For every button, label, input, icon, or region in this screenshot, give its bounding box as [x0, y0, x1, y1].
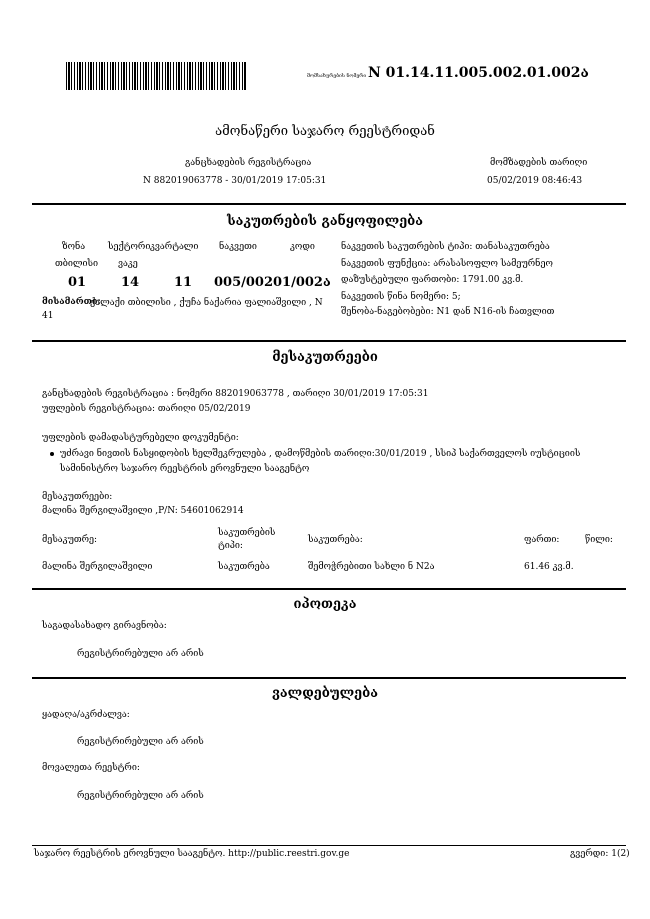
- divider: [32, 340, 626, 342]
- parcel-area: დაზუსტებული ფართობი: 1791.00 კვ.მ.: [341, 275, 524, 285]
- registration-label: განცხადების რეგისტრაცია: [185, 158, 312, 168]
- owner-name-cell: მალინა შერგილაშვილი: [42, 562, 153, 572]
- document-code: N 01.14.11.005.002.01.002ა: [368, 65, 589, 81]
- bullet-icon: [50, 452, 54, 456]
- value-quarter: 11: [174, 275, 193, 290]
- col-zone: ზონა: [62, 242, 86, 252]
- share-col-header: წილი:: [585, 535, 613, 545]
- barcode: [66, 62, 246, 90]
- sub-vake: ვაკე: [118, 259, 138, 269]
- parcel-function: ნაკვეთის ფუნქცია: არასასოფლო სამეურნეო: [341, 259, 553, 269]
- ownership-type-cell: საკუთრება: [218, 562, 270, 572]
- rights-document-text: უძრავი ნივთის ნასყიდობის ხელშეკრულება , დამოწმების თარიღი:30/01/2019 , სსიპ საქართველოს იუსტიციის სამინისტრო საჯარო რეესტრის ეროვნული სააგენტო: [60, 449, 581, 474]
- parcel-buildings: შენობა-ნაგებობები: N1 დან N16-ის ჩათვლით: [341, 307, 555, 317]
- preparation-date: 05/02/2019 08:46:43: [487, 176, 583, 186]
- owner-col-header: მესაკუთრე:: [42, 535, 98, 545]
- parcel-ownership-type: ნაკვეთის საკუთრების ტიპი: თანასაკუთრება: [341, 242, 550, 252]
- footer-agency: საჯარო რეესტრის ეროვნული სააგენტო. http://public.reestri.gov.ge: [34, 849, 350, 859]
- debtors-registry-label: მოვალეთა რეესტრი:: [42, 763, 140, 773]
- tax-pledge-value: რეგისტრირებული არ არის: [77, 649, 204, 659]
- owners-right-registration: უფლების რეგისტრაცია: თარიღი 05/02/2019: [42, 404, 251, 414]
- address-label: მისამართი:: [42, 297, 101, 307]
- area-cell: 61.46 კვ.მ.: [524, 562, 574, 572]
- code-caption: მომსახურების ნომერი: [307, 73, 367, 79]
- debts-title: ვალდებულება: [271, 686, 379, 701]
- parcel-previous-number: ნაკვეთის წინა ნომერი: 5;: [341, 292, 461, 302]
- owners-value: მალინა შერგილაშვილი ,P/N: 54601062914: [42, 506, 244, 516]
- col-quarter: კვარტალი: [150, 242, 199, 252]
- area-col-header: ფართი:: [524, 535, 560, 545]
- tax-pledge-label: საგადასახადო გირავნობა:: [42, 621, 167, 631]
- debtors-registry-value: რეგისტრირებული არ არის: [77, 791, 204, 801]
- col-code: კოდი: [290, 242, 315, 252]
- property-col-header: საკუთრება:: [308, 535, 363, 545]
- value-parcel: 005/002: [214, 275, 274, 290]
- divider: [32, 588, 626, 590]
- agency-title: ამონაწერი საჯარო რეესტრიდან: [215, 124, 435, 139]
- divider: [32, 203, 626, 205]
- sub-tbilisi: თბილისი: [55, 259, 99, 269]
- owners-application-line: განცხადების რეგისტრაცია : ნომერი 882019063778 , თარიღი 30/01/2019 17:05:31: [42, 389, 429, 399]
- property-cell: შემოჭრებითი სახლი ნ N2ა: [308, 562, 435, 572]
- mortgage-title: იპოთეკა: [293, 597, 357, 612]
- owners-label: მესაკუთრეები:: [42, 492, 113, 502]
- seizure-value: რეგისტრირებული არ არის: [77, 737, 204, 747]
- divider: [32, 677, 626, 679]
- value-zone: 01: [68, 275, 87, 290]
- value-code: 01/002ა: [273, 275, 331, 290]
- seizure-label: ყადაღა/აკრძალვა:: [42, 710, 130, 720]
- property-title: საკუთრების განყოფილება: [226, 214, 424, 229]
- footer-page: გვერდი: 1(2): [570, 849, 630, 859]
- owners-title: მესაკუთრეები: [272, 350, 378, 365]
- preparation-label: მომზადების თარიღი: [490, 158, 588, 168]
- col-parcel: ნაკვეთი: [219, 242, 257, 252]
- registration-number: N 882019063778 - 30/01/2019 17:05:31: [143, 176, 327, 186]
- ownership-type-col-header: საკუთრების ტიპი:: [218, 528, 276, 551]
- col-sector: სექტორი: [108, 242, 151, 252]
- footer-divider: [32, 845, 626, 846]
- rights-document-label: უფლების დამადასტურებელი დოკუმენტი:: [42, 433, 239, 443]
- address-value: ქალაქი თბილისი , ქუჩა ნაქარია ფალიაშვილი , N 41: [42, 298, 323, 321]
- value-sector: 14: [121, 275, 140, 290]
